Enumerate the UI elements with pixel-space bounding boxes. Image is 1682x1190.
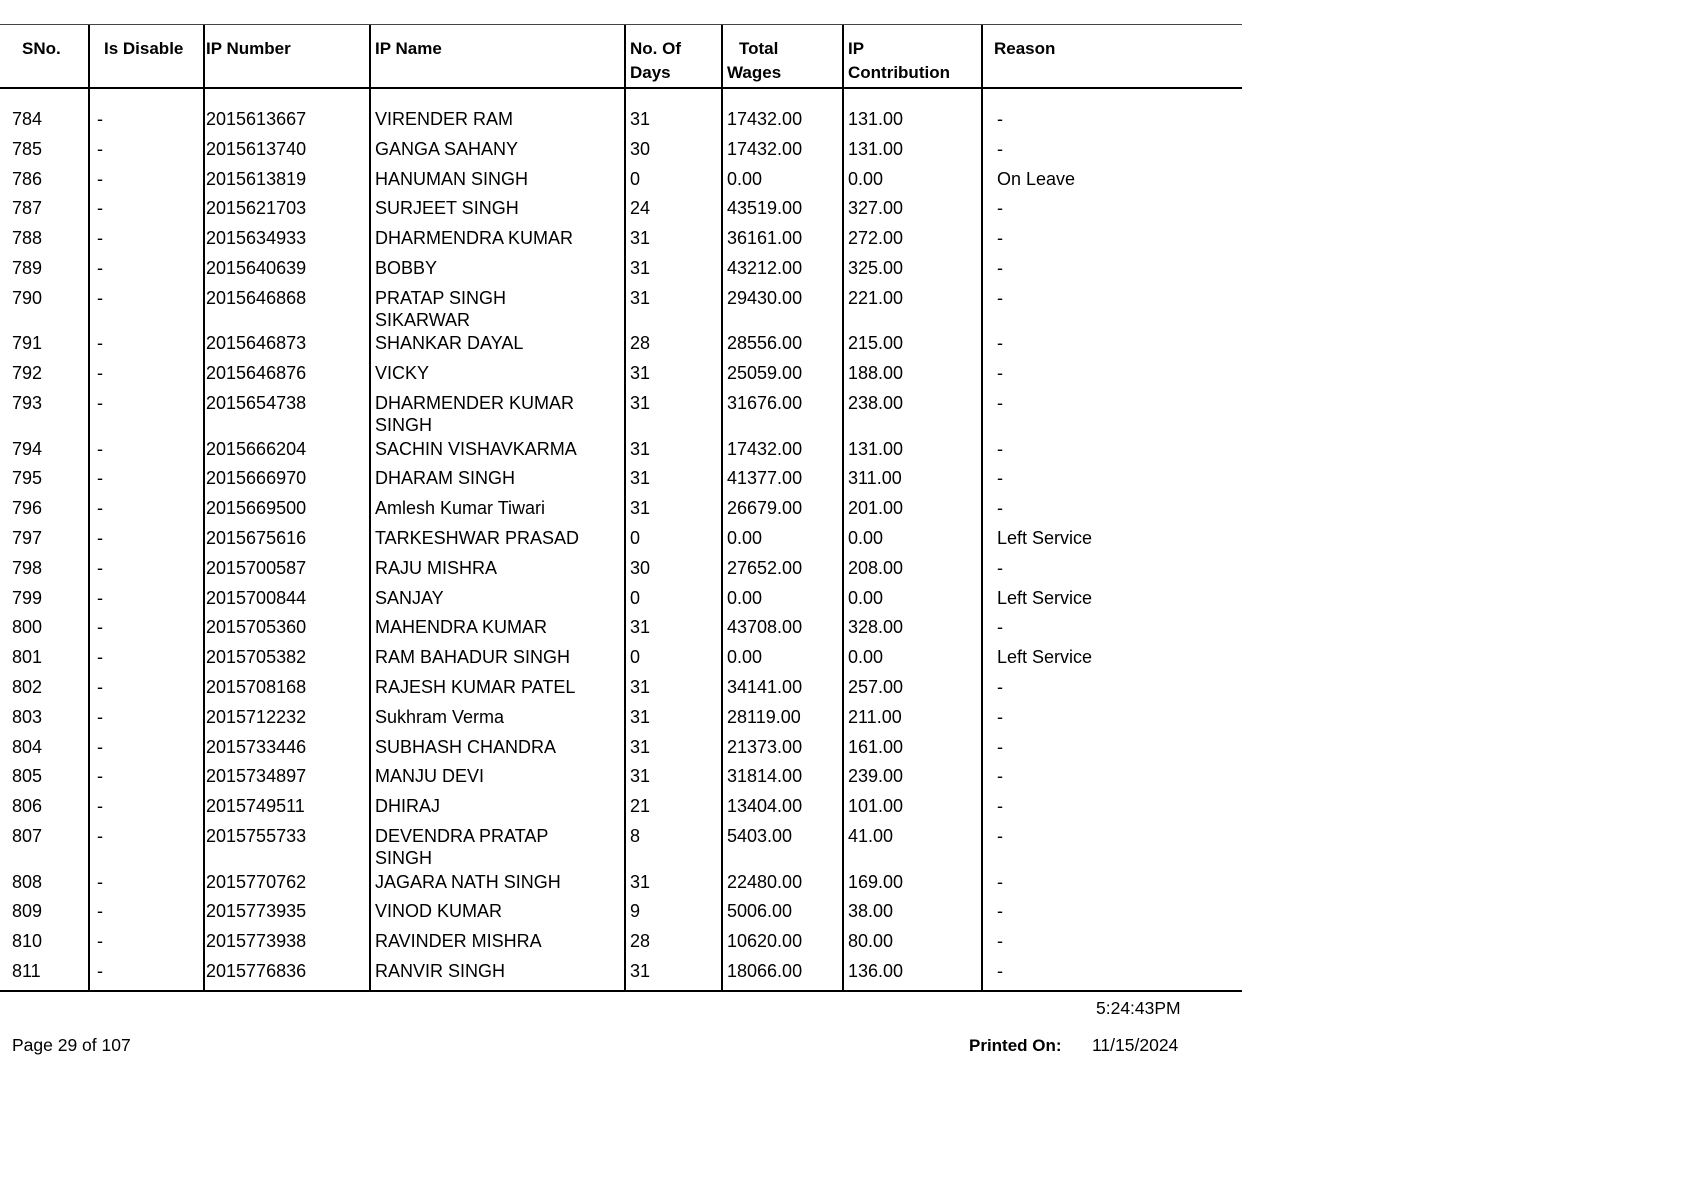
cell-ip-name: GANGA SAHANY: [375, 138, 519, 159]
cell-ip-contribution: 211.00: [848, 706, 902, 727]
cell-total-wages: 21373.00: [727, 736, 803, 757]
cell-sno: 809: [12, 901, 43, 922]
cell-reason: -: [997, 706, 1003, 727]
table-row: [0, 643, 1242, 673]
cell-total-wages: 17432.00: [727, 438, 803, 459]
cell-ip-contribution: 272.00: [848, 228, 904, 249]
cell-days: 31: [630, 871, 651, 892]
cell-sno: 795: [12, 468, 43, 489]
cell-ip-number: 2015705382: [206, 647, 307, 668]
table-row: [0, 284, 1242, 330]
cell-ip-contribution: 131.00: [848, 109, 904, 129]
cell-ip-contribution: 0.00: [848, 527, 884, 548]
cell-is-disable: -: [97, 333, 103, 354]
print-time: 5:24:43PM: [1096, 998, 1181, 1018]
cell-ip-number: 2015634933: [206, 228, 307, 249]
cell-ip-number: 2015776836: [206, 960, 307, 981]
cell-sno: 810: [12, 931, 43, 952]
cell-ip-contribution: 38.00: [848, 901, 894, 922]
cell-ip-name: MAHENDRA KUMAR: [375, 617, 548, 638]
cell-is-disable: -: [97, 931, 103, 952]
table-row: [0, 329, 1242, 359]
cell-sno: 811: [12, 960, 41, 981]
cell-total-wages: 28556.00: [727, 333, 803, 354]
cell-is-disable: -: [97, 557, 103, 578]
cell-is-disable: -: [97, 257, 103, 278]
cell-is-disable: -: [97, 736, 103, 757]
cell-reason: -: [997, 198, 1003, 219]
cell-days: 31: [630, 960, 651, 981]
cell-sno: 789: [12, 257, 43, 278]
cell-reason: -: [997, 557, 1003, 578]
cell-ip-number: 2015640639: [206, 257, 307, 278]
cell-ip-contribution: 325.00: [848, 257, 904, 278]
cell-days: 30: [630, 557, 651, 578]
cell-reason: -: [997, 257, 1003, 278]
cell-days: 31: [630, 706, 651, 727]
page-indicator: Page 29 of 107: [12, 1035, 131, 1055]
cell-total-wages: 41377.00: [727, 468, 803, 489]
cell-ip-contribution: 169.00: [848, 871, 904, 892]
cell-ip-number: 2015708168: [206, 676, 307, 697]
cell-ip-contribution: 239.00: [848, 766, 904, 787]
cell-is-disable: -: [97, 766, 103, 787]
cell-sno: 805: [12, 766, 43, 787]
cell-ip-name: SACHIN VISHAVKARMA: [375, 438, 577, 459]
cell-reason: -: [997, 438, 1003, 459]
cell-reason: -: [997, 796, 1003, 817]
cell-ip-name: Sukhram Verma: [375, 706, 505, 727]
cell-ip-contribution: 161.00: [848, 736, 904, 757]
cell-sno: 799: [12, 587, 43, 608]
cell-ip-name: SHANKAR DAYAL: [375, 333, 524, 354]
cell-days: 31: [630, 363, 651, 384]
cell-days: 31: [630, 498, 651, 519]
cell-reason: -: [997, 871, 1003, 892]
cell-reason: -: [997, 363, 1003, 384]
cell-total-wages: 29430.00: [727, 287, 803, 308]
cell-sno: 791: [12, 333, 43, 354]
cell-is-disable: -: [97, 392, 103, 413]
cell-sno: 785: [12, 138, 43, 159]
cell-total-wages: 25059.00: [727, 363, 803, 384]
table-row: [0, 957, 1242, 987]
cell-ip-name: VIRENDER RAM: [375, 109, 514, 129]
cell-sno: 801: [12, 647, 43, 668]
cell-reason: -: [997, 228, 1003, 249]
table-row: [0, 897, 1242, 927]
table-row: [0, 613, 1242, 643]
cell-reason: -: [997, 287, 1003, 308]
cell-ip-number: 2015749511: [206, 796, 305, 817]
table-row: [0, 868, 1242, 898]
cell-ip-name: VINOD KUMAR: [375, 901, 503, 922]
cell-total-wages: 0.00: [727, 527, 763, 548]
cell-total-wages: 34141.00: [727, 676, 803, 697]
cell-sno: 808: [12, 871, 43, 892]
cell-is-disable: -: [97, 198, 103, 219]
cell-ip-contribution: 311.00: [848, 468, 902, 489]
cell-days: 24: [630, 198, 651, 219]
cell-ip-contribution: 41.00: [848, 825, 894, 846]
table-row: [0, 105, 1242, 135]
cell-ip-number: 2015613667: [206, 109, 307, 129]
cell-days: 0: [630, 527, 641, 548]
cell-reason: -: [997, 498, 1003, 519]
table-row: [0, 435, 1242, 465]
cell-ip-name: RANVIR SINGH: [375, 960, 506, 981]
cell-ip-number: 2015755733: [206, 825, 307, 846]
cell-ip-contribution: 327.00: [848, 198, 904, 219]
cell-ip-contribution: 188.00: [848, 363, 904, 384]
cell-days: 31: [630, 438, 651, 459]
cell-reason: -: [997, 736, 1003, 757]
cell-ip-name: DHARMENDER KUMAR SINGH: [375, 392, 575, 436]
cell-days: 31: [630, 109, 651, 129]
cell-ip-name: SUBHASH CHANDRA: [375, 736, 557, 757]
cell-reason: -: [997, 109, 1003, 129]
cell-total-wages: 43708.00: [727, 617, 803, 638]
cell-is-disable: -: [97, 228, 103, 249]
cell-ip-name: TARKESHWAR PRASAD: [375, 527, 580, 548]
cell-reason: On Leave: [997, 168, 1076, 189]
cell-days: 31: [630, 228, 651, 249]
cell-sno: 788: [12, 228, 43, 249]
cell-sno: 792: [12, 363, 43, 384]
cell-is-disable: -: [97, 587, 103, 608]
cell-reason: -: [997, 392, 1003, 413]
cell-ip-number: 2015621703: [206, 198, 307, 219]
cell-sno: 803: [12, 706, 43, 727]
cell-is-disable: -: [97, 960, 103, 981]
table-row: [0, 165, 1242, 195]
table-row: [0, 254, 1242, 284]
cell-ip-name: BOBBY: [375, 257, 438, 278]
cell-ip-number: 2015773938: [206, 931, 307, 952]
cell-days: 8: [630, 825, 641, 846]
cell-ip-contribution: 201.00: [848, 498, 904, 519]
cell-ip-number: 2015773935: [206, 901, 307, 922]
cell-reason: -: [997, 901, 1003, 922]
cell-is-disable: -: [97, 287, 103, 308]
cell-total-wages: 28119.00: [727, 706, 801, 727]
cell-ip-name: JAGARA NATH SINGH: [375, 871, 561, 892]
cell-ip-number: 2015712232: [206, 706, 307, 727]
header-is-disable: Is Disable: [104, 39, 184, 58]
table-row: [0, 494, 1242, 524]
cell-ip-number: 2015613740: [206, 138, 307, 159]
cell-ip-contribution: 215.00: [848, 333, 904, 354]
table-row: [0, 135, 1242, 165]
cell-total-wages: 17432.00: [727, 138, 803, 159]
cell-is-disable: -: [97, 617, 103, 638]
cell-is-disable: -: [97, 706, 103, 727]
cell-days: 31: [630, 287, 651, 308]
cell-ip-name: DHIRAJ: [375, 796, 441, 817]
cell-total-wages: 31814.00: [727, 766, 803, 787]
table-row: [0, 359, 1242, 389]
cell-ip-number: 2015666204: [206, 438, 307, 459]
cell-ip-name: VICKY: [375, 363, 430, 384]
cell-total-wages: 0.00: [727, 587, 763, 608]
cell-ip-contribution: 0.00: [848, 587, 884, 608]
cell-ip-contribution: 238.00: [848, 392, 904, 413]
cell-days: 31: [630, 257, 651, 278]
cell-total-wages: 43212.00: [727, 257, 803, 278]
cell-total-wages: 13404.00: [727, 796, 803, 817]
cell-days: 30: [630, 138, 651, 159]
header-ip-name: IP Name: [375, 39, 442, 58]
cell-reason: -: [997, 676, 1003, 697]
cell-is-disable: -: [97, 825, 103, 846]
cell-sno: 794: [12, 438, 43, 459]
cell-reason: -: [997, 825, 1003, 846]
cell-sno: 797: [12, 527, 43, 548]
cell-ip-name: SURJEET SINGH: [375, 198, 519, 219]
cell-ip-number: 2015646868: [206, 287, 307, 308]
cell-is-disable: -: [97, 438, 103, 459]
cell-days: 31: [630, 676, 651, 697]
cell-is-disable: -: [97, 676, 103, 697]
contribution-table: [0, 24, 1242, 992]
cell-is-disable: -: [97, 527, 103, 548]
cell-sno: 784: [12, 109, 43, 129]
cell-ip-number: 2015705360: [206, 617, 307, 638]
cell-ip-number: 2015666970: [206, 468, 307, 489]
cell-days: 31: [630, 468, 651, 489]
printed-on-label: Printed On:: [969, 1036, 1062, 1055]
cell-ip-contribution: 0.00: [848, 168, 884, 189]
cell-total-wages: 0.00: [727, 647, 763, 668]
cell-reason: Left Service: [997, 587, 1093, 608]
cell-is-disable: -: [97, 871, 103, 892]
cell-days: 28: [630, 931, 651, 952]
table-row: [0, 762, 1242, 792]
cell-ip-name: RAJU MISHRA: [375, 557, 498, 578]
cell-is-disable: -: [97, 498, 103, 519]
cell-ip-contribution: 131.00: [848, 438, 904, 459]
cell-total-wages: 17432.00: [727, 109, 803, 129]
table-row: [0, 733, 1242, 763]
cell-total-wages: 26679.00: [727, 498, 803, 519]
cell-days: 9: [630, 901, 641, 922]
cell-days: 21: [630, 796, 651, 817]
cell-ip-name: RAVINDER MISHRA: [375, 931, 542, 952]
cell-reason: Left Service: [997, 527, 1093, 548]
header-ip-number: IP Number: [206, 39, 291, 58]
cell-days: 31: [630, 736, 651, 757]
table-header: [0, 25, 1242, 89]
table-row: [0, 464, 1242, 494]
table-row: [0, 792, 1242, 822]
cell-days: 28: [630, 333, 651, 354]
cell-ip-number: 2015675616: [206, 527, 307, 548]
table-row: [0, 554, 1242, 584]
cell-is-disable: -: [97, 138, 103, 159]
table-row: [0, 673, 1242, 703]
cell-total-wages: 5006.00: [727, 901, 793, 922]
cell-ip-contribution: 0.00: [848, 647, 884, 668]
cell-reason: -: [997, 617, 1003, 638]
cell-sno: 796: [12, 498, 43, 519]
table-row: [0, 822, 1242, 868]
cell-ip-number: 2015700844: [206, 587, 307, 608]
table-row: [0, 927, 1242, 957]
cell-ip-number: 2015733446: [206, 736, 307, 757]
header-ip-contribution: IP Contribution: [848, 39, 950, 82]
cell-sno: 787: [12, 198, 43, 219]
cell-is-disable: -: [97, 901, 103, 922]
table-row: [0, 194, 1242, 224]
table-body: [0, 89, 1242, 990]
cell-total-wages: 18066.00: [727, 960, 803, 981]
cell-total-wages: 31676.00: [727, 392, 803, 413]
cell-is-disable: -: [97, 796, 103, 817]
cell-sno: 786: [12, 168, 43, 189]
cell-ip-number: 2015700587: [206, 557, 307, 578]
cell-ip-name: DHARMENDRA KUMAR: [375, 228, 574, 249]
cell-ip-name: DEVENDRA PRATAP SINGH: [375, 825, 549, 869]
header-total-wages: Total Wages: [727, 39, 782, 82]
cell-days: 31: [630, 766, 651, 787]
cell-total-wages: 43519.00: [727, 198, 803, 219]
cell-is-disable: -: [97, 109, 103, 129]
header-sno: SNo.: [22, 39, 61, 58]
cell-reason: -: [997, 931, 1003, 952]
cell-reason: -: [997, 766, 1003, 787]
cell-sno: 800: [12, 617, 43, 638]
cell-ip-number: 2015646876: [206, 363, 307, 384]
cell-ip-name: Amlesh Kumar Tiwari: [375, 498, 546, 519]
cell-ip-name: HANUMAN SINGH: [375, 168, 529, 189]
cell-ip-number: 2015654738: [206, 392, 307, 413]
header-reason: Reason: [994, 39, 1056, 58]
cell-ip-name: RAM BAHADUR SINGH: [375, 647, 571, 668]
cell-ip-number: 2015734897: [206, 766, 307, 787]
cell-ip-number: 2015669500: [206, 498, 307, 519]
cell-days: 31: [630, 392, 651, 413]
cell-sno: 804: [12, 736, 43, 757]
header-days: No. Of Days: [630, 39, 681, 82]
cell-is-disable: -: [97, 168, 103, 189]
cell-total-wages: 5403.00: [727, 825, 793, 846]
table-row: [0, 584, 1242, 614]
table-row: [0, 524, 1242, 554]
cell-total-wages: 36161.00: [727, 228, 803, 249]
cell-days: 0: [630, 647, 641, 668]
cell-ip-name: DHARAM SINGH: [375, 468, 516, 489]
cell-ip-name: SANJAY: [375, 587, 444, 608]
cell-total-wages: 27652.00: [727, 557, 803, 578]
cell-reason: -: [997, 333, 1003, 354]
cell-reason: -: [997, 138, 1003, 159]
cell-ip-name: PRATAP SINGH SIKARWAR: [375, 287, 507, 331]
cell-ip-number: 2015770762: [206, 871, 307, 892]
cell-sno: 806: [12, 796, 43, 817]
print-date: 11/15/2024: [1092, 1035, 1179, 1055]
cell-reason: Left Service: [997, 647, 1093, 668]
cell-days: 0: [630, 587, 641, 608]
cell-sno: 807: [12, 825, 43, 846]
cell-ip-number: 2015646873: [206, 333, 307, 354]
cell-sno: 790: [12, 287, 43, 308]
cell-ip-contribution: 101.00: [848, 796, 904, 817]
table-row: [0, 224, 1242, 254]
cell-total-wages: 22480.00: [727, 871, 803, 892]
cell-ip-contribution: 136.00: [848, 960, 904, 981]
cell-reason: -: [997, 468, 1003, 489]
cell-reason: -: [997, 960, 1003, 981]
cell-days: 31: [630, 617, 651, 638]
cell-sno: 798: [12, 557, 43, 578]
cell-ip-contribution: 221.00: [848, 287, 904, 308]
cell-ip-contribution: 131.00: [848, 138, 904, 159]
cell-is-disable: -: [97, 468, 103, 489]
cell-sno: 793: [12, 392, 43, 413]
cell-ip-contribution: 328.00: [848, 617, 904, 638]
cell-is-disable: -: [97, 363, 103, 384]
cell-days: 0: [630, 168, 641, 189]
cell-is-disable: -: [97, 647, 103, 668]
cell-ip-name: MANJU DEVI: [375, 766, 485, 787]
cell-ip-name: RAJESH KUMAR PATEL: [375, 676, 576, 697]
cell-ip-number: 2015613819: [206, 168, 307, 189]
cell-total-wages: 0.00: [727, 168, 763, 189]
cell-ip-contribution: 208.00: [848, 557, 904, 578]
cell-ip-contribution: 80.00: [848, 931, 894, 952]
cell-total-wages: 10620.00: [727, 931, 803, 952]
table-row: [0, 703, 1242, 733]
cell-ip-contribution: 257.00: [848, 676, 904, 697]
table-row: [0, 389, 1242, 435]
cell-sno: 802: [12, 676, 43, 697]
